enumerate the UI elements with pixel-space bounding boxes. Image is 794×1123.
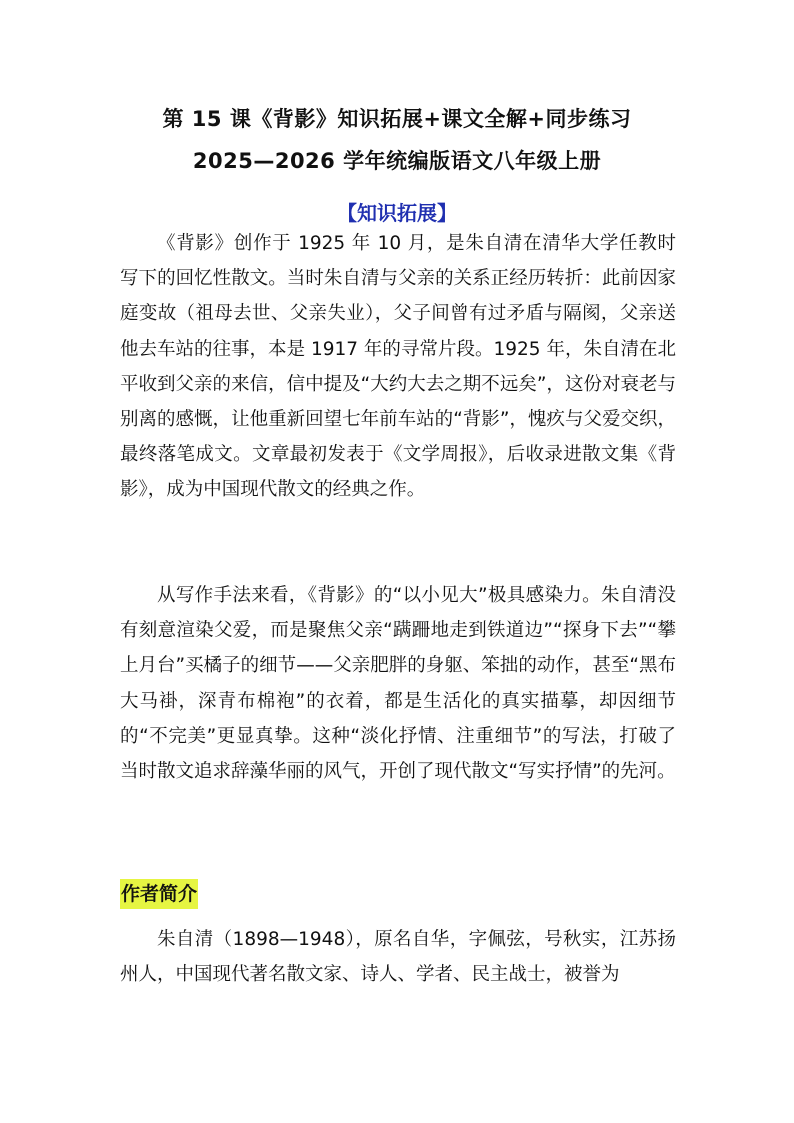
paragraph-background: 《背影》创作于 1925 年 10 月，是朱自清在清华大学任教时写下的回忆性散文。当时朱自清与父亲的关系正经历转折：此前因家庭变故（祖母去世、父亲失业），父子间曾有过矛盾与隔阂，父亲送他去车站的往事，本是 1917 年的寻常片段。1925 年，朱自清在北平收到父亲的来信，信中提及“大约大去之期不远矣”，这份对衰老与别离的感慨，让他重新回望七年前车站的“背影”，愧疚与父爱交织，最终落笔成文。文章最初发表于《文学周报》，后收录进散文集《背影》，成为中国现代散文的经典之作。 <box>120 233 676 501</box>
paragraph-writing-technique: 从写作手法来看，《背影》的“以小见大”极具感染力。朱自清没有刻意渲染父爱，而是聚焦父亲“蹒跚地走到铁道边”“探身下去”“攀上月台”买橘子的细节——父亲肥胖的身躯、笨拙的动作，甚至“黑布大马褂，深青布棉袍”的衣着，都是生活化的真实描摹，却因细节的“不完美”更显真挚。这种“淡化抒情、注重细节”的写法，打破了当时散文追求辞藻华丽的风气，开创了现代散文“写实抒情”的先河。 <box>120 585 676 783</box>
document-subtitle: 2025—2026 学年统编版语文八年级上册 <box>192 149 602 173</box>
section-heading-knowledge: 【知识拓展】 <box>337 201 457 225</box>
paragraph-author-intro: 朱自清（1898—1948），原名自华，字佩弦，号秋实，江苏扬州人，中国现代著名散文家、诗人、学者、民主战士，被誉为 <box>120 929 676 986</box>
author-intro-heading: 作者简介 <box>120 879 198 909</box>
document-title: 第 15 课《背影》知识拓展+课文全解+同步练习 <box>162 107 632 131</box>
